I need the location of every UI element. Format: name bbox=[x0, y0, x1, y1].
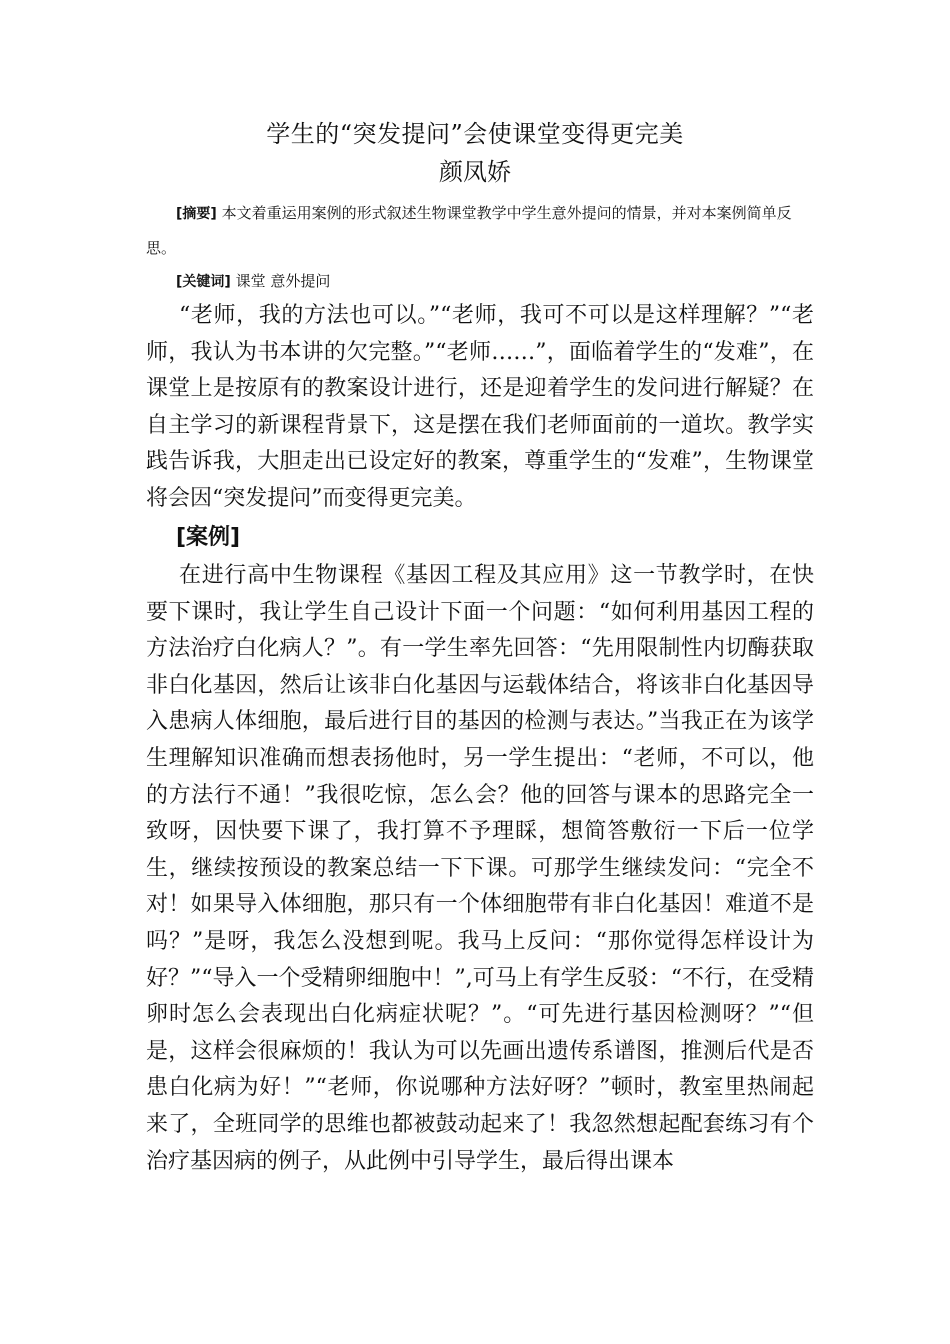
keywords-label: [关键词] bbox=[176, 274, 231, 290]
keywords-text: 课堂 意外提问 bbox=[230, 272, 331, 290]
case-heading: [案例] bbox=[176, 525, 241, 550]
abstract-text: 本文着重运用案例的形式叙述生物课堂教学中学生意外提问的情景，并对本案例简单反思。 bbox=[146, 204, 792, 257]
abstract bbox=[146, 196, 818, 265]
article-title: 学生的“突发提问”会使课堂变得更完美 bbox=[266, 120, 684, 148]
case-paragraph: 在进行高中生物课程《基因工程及其应用》这一节教学时，在快要下课时，我让学生自己设计下面一个问题：“如何利用基因工程的方法治疗白化病人？”。有一学生率先回答：“先用限制性内切酶获取非白化基因，然后让该非白化基因与运载体结合，将该非白化基因导入患病人体细胞，最后进行目的基因的检测与表达。”当我正在为该学生理解知识准确而想表扬他时，另一学生提出：“老师，不可以，他的方法行不通！”我很吃惊，怎么会？他的回答与课本的思路完全一致呀，因快要下课了，我打算不予理睬，想简答敷衍一下后一位学生，继续按预设的教案总结一下下课。可那学生继续发问：“完全不对！如果导入体细胞，那只有一个体细胞带有非白化基因！难道不是吗？”是呀，我怎么没想到呢。我马上反问：“那你觉得怎样设计为好？”“导入一个受精卵细胞中！”,可马上有学生反驳：“不行，在受精卵时怎么会表现出白化病症状呢？”。“可先进行基因检测呀？”“但是，这样会很麻烦的！我认为可以先画出遗传系谱图，推测后代是否患白化病为好！”“老师，你说哪种方法好呀？”顿时，教室里热闹起来了，全班同学的思维也都被鼓动起来了！我忽然想起配套练习有个治疗基因病的例子，从此例中引导学生，最后得出课本 bbox=[146, 563, 814, 1174]
abstract-label: [摘要] bbox=[176, 206, 217, 222]
author-name: 颜凤娇 bbox=[439, 158, 511, 186]
intro-paragraph: “老师，我的方法也可以。”“老师，我可不可以是这样理解？”“老师，我认为书本讲的欠完整。”“老师……”，面临着学生的“发难”，在课堂上是按原有的教案设计进行，还是迎着学生的发问进行解疑？在自主学习的新课程背景下，这是摆在我们老师面前的一道坎。教学实践告诉我，大胆走出已设定好的教案，尊重学生的“发难”，生物课堂将会因“突发提问”而变得更完美。 bbox=[146, 303, 814, 511]
keywords bbox=[176, 266, 330, 297]
